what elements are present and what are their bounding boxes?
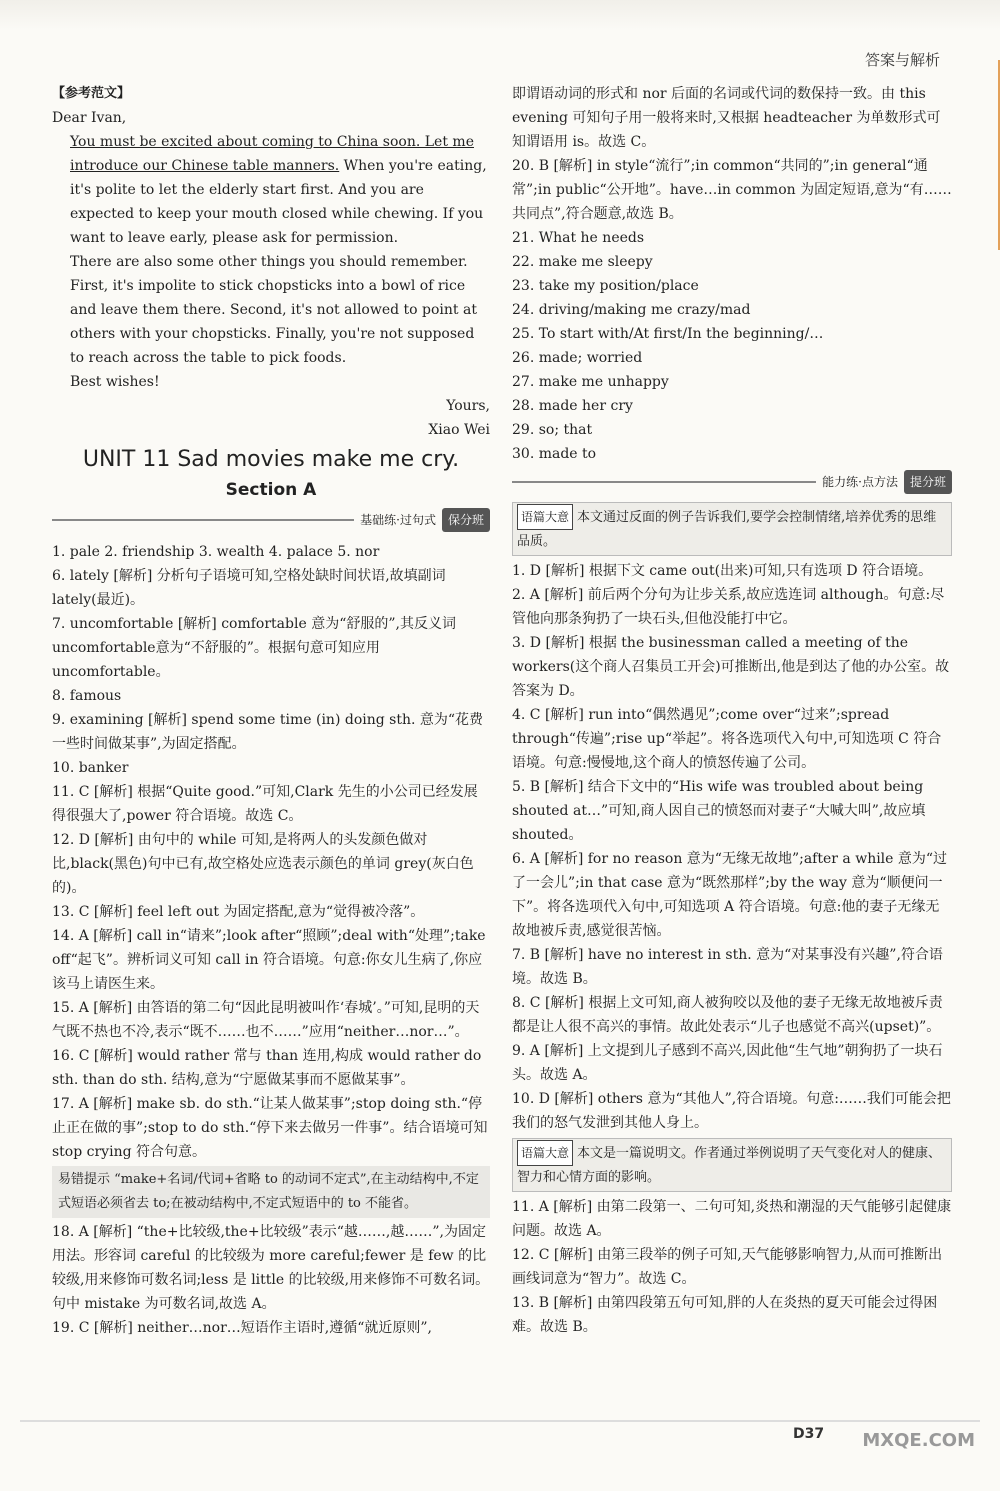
answer-item: 14. A [解析] call in“请来”;look after“照顾”;deal with“处理”;take off“起飞”。辨析词义可知 call in 符合语境。句意:你女儿生病了,你应该马上请医生来。 bbox=[52, 928, 486, 992]
unit-title: UNIT 11 Sad movies make me cry. bbox=[82, 447, 460, 472]
answer-item: 13. B [解析] 由第四段第五句可知,胖的人在炎热的夏天可能会过得困难。故选 B。 bbox=[512, 1295, 938, 1335]
answer-item: 7. uncomfortable [解析] comfortable 意为“舒服的”,其反义词 uncomfortable意为“不舒服的”。根据句意可知应用 uncomfortable。 bbox=[52, 616, 456, 680]
answer-item: 20. B [解析] in style“流行”;in common“共同的”;in general“通常”;in public“公开地”。have…in common 为固定短语,意为“有……共同点”,符合题意,故选 B。 bbox=[512, 158, 952, 222]
greeting: Dear Ivan, bbox=[52, 110, 127, 126]
top-band bbox=[0, 0, 1000, 30]
bar-text: 能力练·点方法 bbox=[822, 475, 898, 489]
watermark: MXQE.COM bbox=[862, 1430, 975, 1451]
short-answer: 22. make me sleepy bbox=[512, 254, 653, 270]
bar-line bbox=[512, 481, 816, 483]
answer-item: 5. B [解析] 结合下文中的“His wife was troubled about being shouted at…”可知,商人因自己的愤怒而对妻子“大喊大叫”,故应填 shouted。 bbox=[512, 779, 926, 843]
footer-rule bbox=[20, 1420, 980, 1422]
passage-summary-1 bbox=[512, 502, 952, 556]
section-title: Section A bbox=[225, 480, 317, 500]
summary-label: 语篇大意 bbox=[517, 504, 573, 530]
answer-continued: 即谓语动词的形式和 nor 后面的名词或代词的数保持一致。由 this evening 可知句子用一般将来时,又根据 headteacher 为单数形式可知谓语用 is。故选 C。 bbox=[512, 86, 941, 150]
level-bar-2 bbox=[512, 470, 952, 494]
short-answer: 26. made; worried bbox=[512, 350, 643, 366]
right-column bbox=[512, 82, 952, 1339]
bar-text: 基础练·过句式 bbox=[360, 513, 436, 527]
summary-label: 语篇大意 bbox=[517, 1140, 573, 1166]
answer-item: 7. B [解析] have no interest in sth. 意为“对某事没有兴趣”,符合语境。故选 B。 bbox=[512, 947, 943, 987]
answer-item: 16. C [解析] would rather 常与 than 连用,构成 would rather do sth. than do sth. 结构,意为“宁愿做某事而不愿做某事”。 bbox=[52, 1048, 482, 1088]
answer-item: 19. C [解析] neither…nor…短语作主语时,遵循“就近原则”, bbox=[52, 1320, 433, 1336]
decorative-border bbox=[960, 60, 1000, 250]
answer-list-left-2 bbox=[52, 1220, 490, 1340]
short-answers bbox=[512, 226, 952, 466]
answer-list-left bbox=[52, 540, 490, 1164]
answer-item: 17. A [解析] make sb. do sth.“让某人做某事”;stop doing sth.“停止正在做的事”;stop to do sth.“停下来去做另一件事”。结合语境可知 stop crying 符合句意。 bbox=[52, 1096, 488, 1160]
summary-text: 本文是一篇说明文。作者通过举例说明了天气变化对人的健康、智力和心情方面的影响。 bbox=[517, 1146, 942, 1185]
answer-item: 9. A [解析] 上文提到儿子感到不高兴,因此他“生气地”朝狗扔了一块石头。故选 A。 bbox=[512, 1043, 943, 1083]
passage-summary-2 bbox=[512, 1138, 952, 1192]
answer-item: 13. C [解析] feel left out 为固定搭配,意为“觉得被冷落”。 bbox=[52, 904, 425, 920]
summary-text: 本文通过反面的例子告诉我们,要学会控制情绪,培养优秀的思维品质。 bbox=[517, 510, 937, 549]
answer-item: 8. C [解析] 根据上文可知,商人被狗咬以及他的妻子无缘无故地被斥责都是让人很不高兴的事情。故此处表示“儿子也感觉不高兴(upset)”。 bbox=[512, 995, 943, 1035]
answer-list-right bbox=[512, 559, 952, 1135]
answer-item: 9. examining [解析] spend some time (in) doing sth. 意为“花费一些时间做某事”,为固定搭配。 bbox=[52, 712, 484, 752]
page-header bbox=[865, 44, 940, 74]
ref-title: 【参考范文】 bbox=[52, 86, 131, 101]
closing-wishes: Best wishes! bbox=[70, 374, 160, 390]
answer-item: 6. A [解析] for no reason 意为“无缘无故地”;after a while 意为“过了一会儿”;in that case 意为“既然那样”;by the way 意为“顺便问一下”。将各选项代入句中,可知选项 A 符合语境。句意:他的妻子无缘无故地被斥责,感觉很苦恼。 bbox=[512, 851, 948, 939]
signature: Xiao Wei bbox=[428, 422, 490, 438]
page-number: D37 bbox=[793, 1426, 825, 1442]
answer-item: 6. lately [解析] 分析句子语境可知,空格处缺时间状语,故填副词 lately(最近)。 bbox=[52, 568, 446, 608]
short-answer: 24. driving/making me crazy/mad bbox=[512, 302, 751, 318]
answer-item: 1. D [解析] 根据下文 came out(出来)可知,只有选项 D 符合语境。 bbox=[512, 563, 933, 579]
bar-line bbox=[52, 519, 354, 521]
answer-item: 12. C [解析] 由第三段举的例子可知,天气能够影响智力,从而可推断出画线词意为“智力”。故选 C。 bbox=[512, 1247, 943, 1287]
short-answer: 28. made her cry bbox=[512, 398, 633, 414]
answer-item: 15. A [解析] 由答语的第二句“因此昆明被叫作‘春城’。”可知,昆明的天气既不热也不冷,表示“既不……也不……”应用“neither…nor…”。 bbox=[52, 1000, 480, 1040]
answer-list-right-2 bbox=[512, 1195, 952, 1339]
paragraph-1-intro: You must be excited about coming to China soon. Let me introduce our Chinese table manners. bbox=[70, 134, 474, 174]
short-answer: 29. so; that bbox=[512, 422, 593, 438]
answer-item: 2. A [解析] 前后两个分句为让步关系,故应选连词 although。句意:尽管他向那条狗扔了一块石头,但他没能打中它。 bbox=[512, 587, 945, 627]
answer-item: 11. C [解析] 根据“Quite good.”可知,Clark 先生的小公司已经发展得很强大了,power 符合语境。故选 C。 bbox=[52, 784, 478, 824]
error-tip: 易错提示 “make+名词/代词+省略 to 的动词不定式”,在主动结构中,不定式短语必须省去 to;在被动结构中,不定式短语中的 to 不能省。 bbox=[52, 1166, 490, 1218]
short-answer: 25. To start with/At first/In the beginning/… bbox=[512, 326, 824, 342]
answer-item: 10. D [解析] others 意为“其他人”,符合语境。句意:……我们可能会把我们的怒气发泄到其他人身上。 bbox=[512, 1091, 951, 1131]
header-title: 答案与解析 bbox=[864, 50, 940, 69]
answer-item: 18. A [解析] “the+比较级,the+比较级”表示“越……,越……”,为固定用法。形容词 careful 的比较级为 more careful;fewer 是 few 的比较级,用来修饰可数名词;less 是 little 的比较级,用来修饰不可数名词。句中 mistake 为可数名词,故选 A。 bbox=[52, 1224, 490, 1312]
answer-item: 11. A [解析] 由第二段第一、二句可知,炎热和潮湿的天气能够引起健康问题。故选 A。 bbox=[512, 1199, 952, 1239]
answer-item: 1. pale 2. friendship 3. wealth 4. palace 5. nor bbox=[52, 544, 380, 560]
short-answer: 23. take my position/place bbox=[512, 278, 699, 294]
signoff: Yours, bbox=[446, 398, 490, 414]
bar-pill: 保分班 bbox=[442, 508, 490, 532]
paragraph-1-body: When you're eating, it's polite to let the elderly start first. And you are expected to keep your mouth closed while chewing. If you want to leave early, please ask for permission. bbox=[70, 158, 487, 246]
level-bar bbox=[52, 508, 490, 532]
bar-pill: 提分班 bbox=[904, 470, 952, 494]
short-answer: 30. made to bbox=[512, 446, 597, 462]
answer-item: 3. D [解析] 根据 the businessman called a meeting of the workers(这个商人召集员工开会)可推断出,他是到达了他的办公室。故答案为 D。 bbox=[512, 635, 950, 699]
answer-item: 8. famous bbox=[52, 688, 122, 704]
paragraph-2: There are also some other things you should remember. First, it's impolite to stick chopsticks into a bowl of rice and leave them there. Second, it's not allowed to point at others with your chopsticks. Finally, you're not supposed to reach across the table to pick foods. bbox=[70, 254, 477, 366]
answer-item: 10. banker bbox=[52, 760, 129, 776]
left-column bbox=[52, 82, 490, 1340]
short-answer: 21. What he needs bbox=[512, 230, 645, 246]
paragraph-1 bbox=[52, 130, 490, 250]
answer-item: 12. D [解析] 由句中的 while 可知,是将两人的头发颜色做对比,black(黑色)句中已有,故空格处应选表示颜色的单词 grey(灰白色的)。 bbox=[52, 832, 474, 896]
short-answer: 27. make me unhappy bbox=[512, 374, 669, 390]
answer-item: 4. C [解析] run into“偶然遇见”;come over“过来”;spread through“传遍”;rise up“举起”。将各选项代入句中,可知选项 C 符合语境。句意:慢慢地,这个商人的愤怒传遍了公司。 bbox=[512, 707, 942, 771]
